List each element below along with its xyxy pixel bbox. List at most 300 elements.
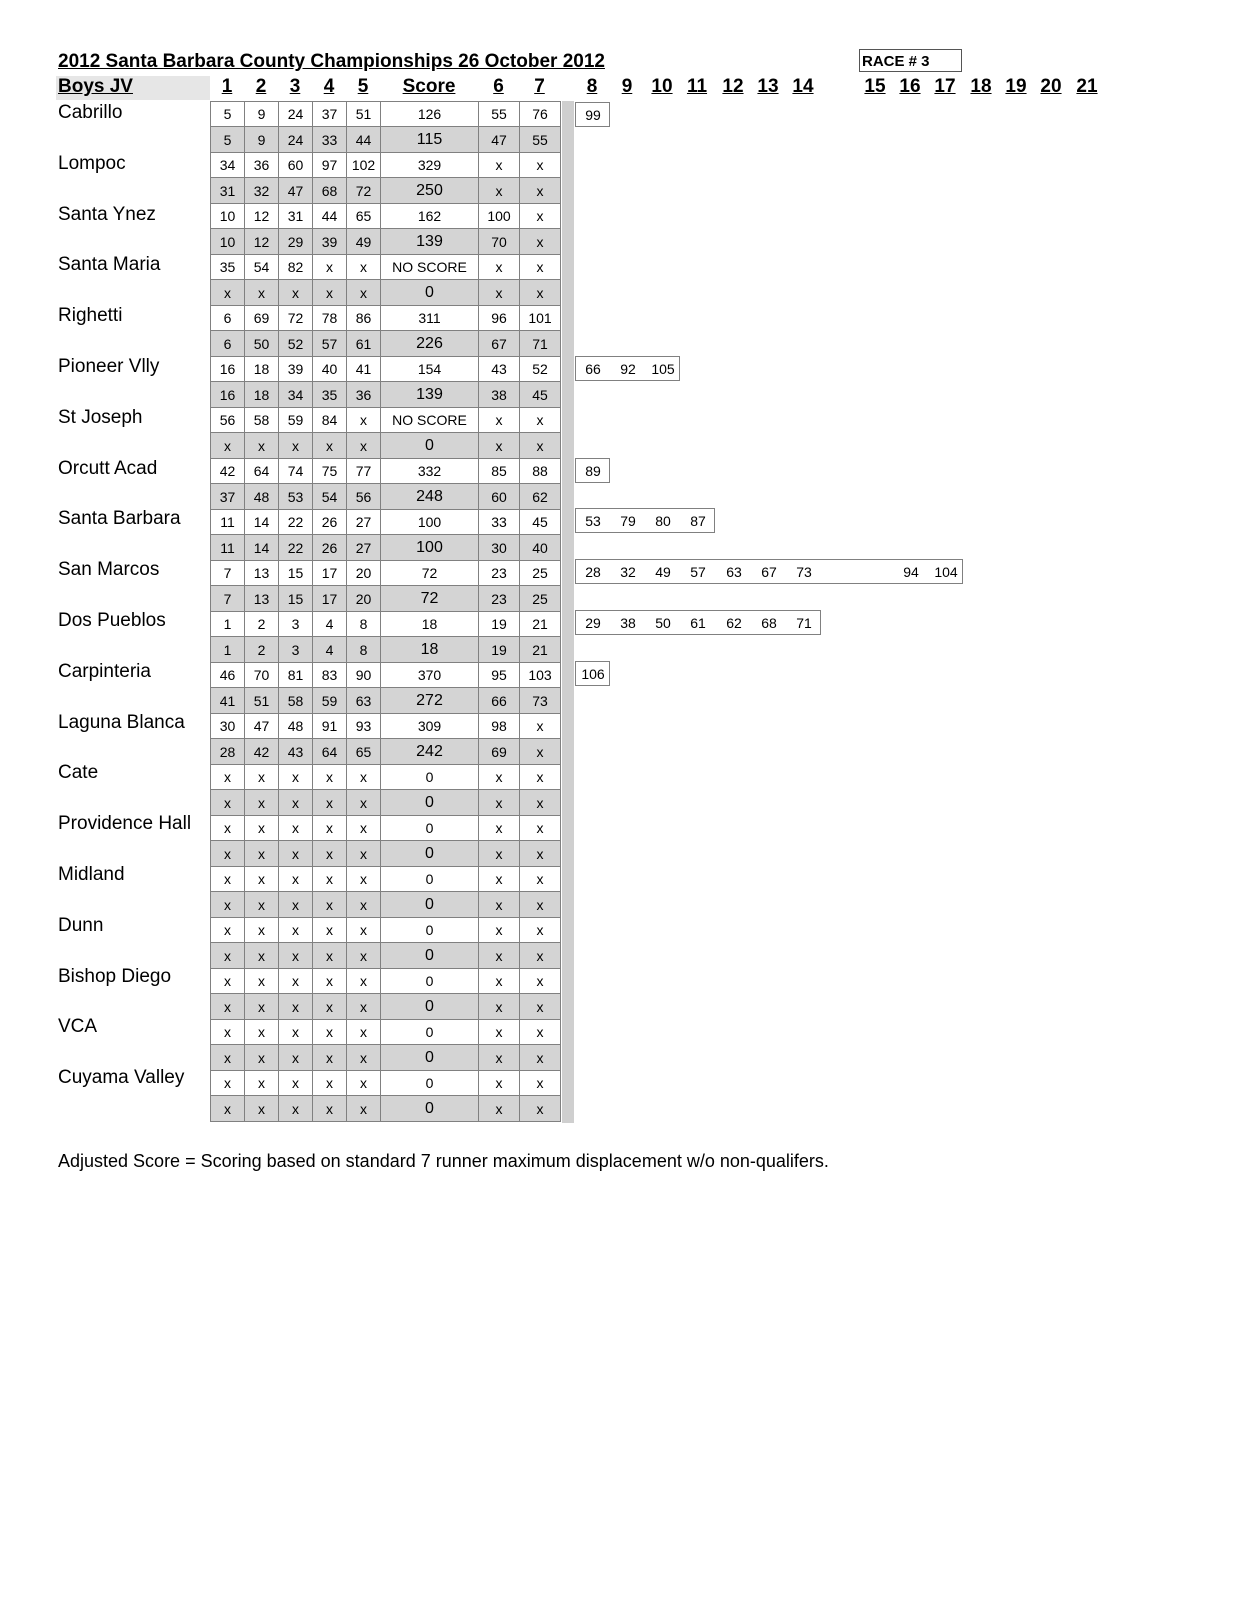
place-cell: 34: [211, 153, 245, 178]
place-cell: x: [479, 1071, 520, 1096]
place-cell: 25: [520, 561, 561, 586]
place-cell: 55: [520, 127, 561, 153]
team-name: Pioneer Vlly: [58, 356, 160, 377]
place-cell: x: [347, 408, 381, 433]
place-cell: 95: [479, 663, 520, 688]
place-cell: 52: [520, 357, 561, 382]
raw-score-cell: 309: [381, 714, 479, 739]
adjusted-score-cell: 242: [381, 739, 479, 765]
extra-places-box: [575, 458, 610, 483]
place-cell: x: [279, 790, 313, 816]
place-cell: x: [245, 943, 279, 969]
place-cell: 2: [245, 637, 279, 663]
team-name: St Joseph: [58, 406, 143, 428]
place-cell: 84: [313, 408, 347, 433]
adjusted-score-cell: 0: [381, 943, 479, 969]
extra-place: 89: [585, 462, 601, 479]
adjusted-score-cell: 272: [381, 688, 479, 714]
place-cell: 36: [245, 153, 279, 178]
team-raw-row: [211, 459, 561, 484]
place-cell: x: [347, 790, 381, 816]
place-cell: x: [279, 433, 313, 459]
place-cell: 33: [313, 127, 347, 153]
place-cell: 58: [245, 408, 279, 433]
column-header-runner-14: 14: [792, 76, 814, 97]
team-raw-row: [211, 306, 561, 331]
place-cell: 62: [520, 484, 561, 510]
raw-score-cell: 370: [381, 663, 479, 688]
place-cell: x: [211, 841, 245, 867]
place-cell: 3: [279, 637, 313, 663]
place-cell: x: [520, 1071, 561, 1096]
place-cell: 41: [211, 688, 245, 714]
place-cell: 100: [479, 204, 520, 229]
adjusted-score-cell: 115: [381, 127, 479, 153]
extra-place: 32: [620, 564, 636, 581]
column-header-runner-4: 4: [323, 76, 335, 97]
place-cell: 19: [479, 637, 520, 663]
column-header-runner-5: 5: [357, 76, 369, 97]
team-adjusted-row: [211, 178, 561, 204]
place-cell: x: [313, 1020, 347, 1045]
column-header-runner-12: 12: [722, 76, 744, 97]
place-cell: 22: [279, 535, 313, 561]
adjusted-score-cell: 0: [381, 841, 479, 867]
place-cell: x: [479, 943, 520, 969]
adjusted-score-cell: 248: [381, 484, 479, 510]
extra-place: 99: [585, 107, 601, 123]
place-cell: 40: [313, 357, 347, 382]
team-adjusted-row: [211, 484, 561, 510]
adjusted-score-cell: 0: [381, 1096, 479, 1122]
raw-score-cell: NO SCORE: [381, 408, 479, 433]
place-cell: x: [245, 765, 279, 790]
extra-place: 71: [796, 615, 812, 631]
place-cell: x: [479, 969, 520, 994]
place-cell: x: [479, 433, 520, 459]
team-adjusted-row: [211, 943, 561, 969]
place-cell: x: [479, 918, 520, 943]
place-cell: 54: [313, 484, 347, 510]
team-name: Providence Hall: [58, 813, 192, 835]
adjusted-score-cell: 100: [381, 535, 479, 561]
place-cell: x: [520, 867, 561, 892]
extra-place: 67: [761, 564, 777, 581]
place-cell: x: [479, 153, 520, 178]
place-cell: x: [245, 841, 279, 867]
place-cell: 39: [279, 357, 313, 382]
adjusted-score-cell: 0: [381, 994, 479, 1020]
adjusted-score-cell: 72: [381, 586, 479, 612]
place-cell: x: [347, 1071, 381, 1096]
place-cell: x: [520, 790, 561, 816]
place-cell: 69: [479, 739, 520, 765]
column-header-runner-19: 19: [1005, 76, 1027, 97]
place-cell: x: [479, 816, 520, 841]
raw-score-cell: 0: [381, 867, 479, 892]
place-cell: 47: [279, 178, 313, 204]
place-cell: 75: [313, 459, 347, 484]
place-cell: 20: [347, 586, 381, 612]
team-adjusted-row: [211, 535, 561, 561]
place-cell: x: [279, 943, 313, 969]
team-raw-row: [211, 765, 561, 790]
place-cell: 34: [279, 382, 313, 408]
place-cell: x: [520, 280, 561, 306]
place-cell: x: [313, 255, 347, 280]
place-cell: x: [313, 816, 347, 841]
place-cell: 59: [279, 408, 313, 433]
extra-place: 105: [651, 361, 675, 377]
place-cell: 7: [211, 561, 245, 586]
place-cell: x: [211, 1045, 245, 1071]
place-cell: x: [279, 918, 313, 943]
team-name: Dunn: [58, 914, 104, 936]
column-header-runner-17: 17: [934, 76, 956, 97]
place-cell: x: [520, 204, 561, 229]
place-cell: x: [347, 969, 381, 994]
column-header-runner-18: 18: [970, 76, 992, 97]
team-raw-row: [211, 918, 561, 943]
team-column-header: Boys JV: [56, 76, 210, 100]
extra-places-box: [575, 508, 715, 533]
extra-place: 61: [690, 615, 706, 631]
place-cell: x: [245, 994, 279, 1020]
place-cell: 15: [279, 586, 313, 612]
extra-place: 87: [690, 513, 706, 530]
raw-score-cell: 18: [381, 612, 479, 637]
place-cell: 50: [245, 331, 279, 357]
place-cell: x: [347, 765, 381, 790]
team-raw-row: [211, 969, 561, 994]
column-header-runner-16: 16: [899, 76, 921, 97]
place-cell: x: [211, 280, 245, 306]
place-cell: 44: [313, 204, 347, 229]
place-cell: 57: [313, 331, 347, 357]
place-cell: 70: [479, 229, 520, 255]
extra-place: 63: [726, 564, 742, 581]
place-cell: 13: [245, 586, 279, 612]
place-cell: 78: [313, 306, 347, 331]
place-cell: 15: [279, 561, 313, 586]
place-cell: 76: [520, 102, 561, 127]
place-cell: x: [313, 918, 347, 943]
place-cell: x: [520, 1045, 561, 1071]
place-cell: 70: [245, 663, 279, 688]
place-cell: x: [211, 969, 245, 994]
place-cell: 7: [211, 586, 245, 612]
place-cell: 47: [479, 127, 520, 153]
place-cell: 81: [279, 663, 313, 688]
place-cell: x: [479, 280, 520, 306]
place-cell: 30: [211, 714, 245, 739]
adjusted-score-cell: 0: [381, 892, 479, 918]
column-header-runner-9: 9: [621, 76, 633, 97]
place-cell: 43: [479, 357, 520, 382]
place-cell: 4: [313, 637, 347, 663]
extra-place: 28: [585, 564, 601, 581]
team-name: Santa Barbara: [58, 508, 181, 530]
team-adjusted-row: [211, 127, 561, 153]
place-cell: 38: [479, 382, 520, 408]
place-cell: 6: [211, 306, 245, 331]
place-cell: x: [347, 892, 381, 918]
place-cell: 59: [313, 688, 347, 714]
place-cell: x: [520, 816, 561, 841]
place-cell: x: [520, 969, 561, 994]
place-cell: 60: [479, 484, 520, 510]
place-cell: 73: [520, 688, 561, 714]
adjusted-score-cell: 0: [381, 1045, 479, 1071]
results-table: [210, 101, 561, 1122]
place-cell: 21: [520, 637, 561, 663]
place-cell: 56: [347, 484, 381, 510]
place-cell: x: [245, 1020, 279, 1045]
place-cell: 28: [211, 739, 245, 765]
place-cell: 39: [313, 229, 347, 255]
place-cell: 5: [211, 127, 245, 153]
place-cell: x: [479, 765, 520, 790]
team-adjusted-row: [211, 1096, 561, 1122]
team-raw-row: [211, 714, 561, 739]
place-cell: 9: [245, 127, 279, 153]
place-cell: 35: [313, 382, 347, 408]
place-cell: x: [279, 280, 313, 306]
place-cell: 51: [245, 688, 279, 714]
column-header-runner-13: 13: [757, 76, 779, 97]
place-cell: x: [313, 790, 347, 816]
place-cell: x: [279, 765, 313, 790]
extra-place: 29: [585, 615, 601, 631]
place-cell: x: [211, 892, 245, 918]
column-header-score: Score: [402, 76, 456, 97]
place-cell: x: [211, 994, 245, 1020]
place-cell: x: [211, 1020, 245, 1045]
place-cell: 37: [313, 102, 347, 127]
team-raw-row: [211, 612, 561, 637]
place-cell: 83: [313, 663, 347, 688]
place-cell: x: [347, 918, 381, 943]
team-adjusted-row: [211, 586, 561, 612]
extra-place: 68: [761, 615, 777, 631]
place-cell: 26: [313, 535, 347, 561]
team-raw-row: [211, 1071, 561, 1096]
raw-score-cell: 0: [381, 918, 479, 943]
place-cell: 72: [279, 306, 313, 331]
place-cell: x: [347, 280, 381, 306]
footnote: Adjusted Score = Scoring based on standard 7 runner maximum displacement w/o non-qualifers.: [58, 1151, 829, 1171]
place-cell: x: [347, 994, 381, 1020]
team-name: Righetti: [58, 305, 123, 327]
place-cell: x: [479, 892, 520, 918]
adjusted-score-cell: 139: [381, 229, 479, 255]
place-cell: x: [479, 994, 520, 1020]
place-cell: 55: [479, 102, 520, 127]
place-cell: x: [479, 790, 520, 816]
place-cell: x: [479, 867, 520, 892]
team-name: Laguna Blanca: [58, 711, 185, 733]
extra-place: 38: [620, 615, 636, 631]
place-cell: x: [279, 1071, 313, 1096]
place-cell: x: [347, 1096, 381, 1122]
team-adjusted-row: [211, 637, 561, 663]
place-cell: x: [347, 1045, 381, 1071]
adjusted-score-cell: 0: [381, 790, 479, 816]
extra-places-box: [575, 559, 963, 584]
place-cell: 8: [347, 637, 381, 663]
place-cell: x: [520, 1096, 561, 1122]
place-cell: x: [211, 918, 245, 943]
place-cell: x: [347, 1020, 381, 1045]
raw-score-cell: 126: [381, 102, 479, 127]
team-name: Lompoc: [58, 152, 126, 174]
team-adjusted-row: [211, 382, 561, 408]
team-name: Santa Ynez: [58, 203, 156, 225]
place-cell: x: [347, 943, 381, 969]
place-cell: x: [245, 816, 279, 841]
extra-place: 79: [620, 513, 636, 530]
place-cell: x: [520, 255, 561, 280]
place-cell: 74: [279, 459, 313, 484]
place-cell: 65: [347, 739, 381, 765]
place-cell: 11: [211, 510, 245, 535]
place-cell: 35: [211, 255, 245, 280]
extra-place: 73: [796, 564, 812, 581]
place-cell: 96: [479, 306, 520, 331]
team-name: Carpinteria: [58, 660, 151, 682]
place-cell: x: [245, 433, 279, 459]
place-cell: 10: [211, 229, 245, 255]
place-cell: 21: [520, 612, 561, 637]
raw-score-cell: 0: [381, 1020, 479, 1045]
place-cell: 23: [479, 586, 520, 612]
team-adjusted-row: [211, 229, 561, 255]
place-cell: x: [520, 153, 561, 178]
adjusted-score-cell: 0: [381, 280, 479, 306]
place-cell: 24: [279, 127, 313, 153]
team-adjusted-row: [211, 994, 561, 1020]
column-header-runner-3: 3: [289, 76, 301, 97]
place-cell: x: [279, 994, 313, 1020]
place-cell: 5: [211, 102, 245, 127]
place-cell: x: [313, 433, 347, 459]
team-name: Dos Pueblos: [58, 610, 166, 631]
place-cell: x: [479, 841, 520, 867]
place-cell: 77: [347, 459, 381, 484]
team-adjusted-row: [211, 790, 561, 816]
place-cell: x: [211, 867, 245, 892]
column-header-runner-2: 2: [255, 76, 267, 97]
place-cell: 65: [347, 204, 381, 229]
team-raw-row: [211, 1020, 561, 1045]
place-cell: x: [347, 867, 381, 892]
place-cell: 47: [245, 714, 279, 739]
place-cell: x: [313, 943, 347, 969]
place-cell: 13: [245, 561, 279, 586]
place-cell: 63: [347, 688, 381, 714]
raw-score-cell: 100: [381, 510, 479, 535]
raw-score-cell: 0: [381, 969, 479, 994]
place-cell: 85: [479, 459, 520, 484]
place-cell: 53: [279, 484, 313, 510]
place-cell: 14: [245, 510, 279, 535]
place-cell: 2: [245, 612, 279, 637]
place-cell: x: [313, 892, 347, 918]
place-cell: x: [211, 1071, 245, 1096]
column-header-runner-6: 6: [493, 76, 504, 97]
place-cell: 82: [279, 255, 313, 280]
place-cell: x: [245, 790, 279, 816]
place-cell: 12: [245, 229, 279, 255]
raw-score-cell: 0: [381, 1071, 479, 1096]
extra-place: 49: [655, 564, 671, 581]
place-cell: 10: [211, 204, 245, 229]
place-cell: 23: [479, 561, 520, 586]
team-adjusted-row: [211, 331, 561, 357]
table-side-bar: [562, 101, 574, 1123]
place-cell: x: [520, 178, 561, 204]
place-cell: 26: [313, 510, 347, 535]
place-cell: x: [520, 229, 561, 255]
place-cell: x: [211, 943, 245, 969]
team-name: Santa Maria: [58, 254, 161, 276]
extra-place: 50: [655, 615, 671, 631]
place-cell: 31: [211, 178, 245, 204]
raw-score-cell: 332: [381, 459, 479, 484]
place-cell: 12: [245, 204, 279, 229]
place-cell: 43: [279, 739, 313, 765]
place-cell: 18: [245, 357, 279, 382]
place-cell: 101: [520, 306, 561, 331]
place-cell: x: [313, 765, 347, 790]
place-cell: x: [245, 867, 279, 892]
place-cell: 52: [279, 331, 313, 357]
column-header-runner-7: 7: [534, 76, 545, 97]
raw-score-cell: 329: [381, 153, 479, 178]
place-cell: x: [479, 1096, 520, 1122]
place-cell: 51: [347, 102, 381, 127]
place-cell: x: [313, 1045, 347, 1071]
extra-place: 92: [620, 361, 636, 377]
column-header-runner-1: 1: [221, 76, 233, 97]
place-cell: 16: [211, 357, 245, 382]
team-adjusted-row: [211, 1045, 561, 1071]
place-cell: x: [313, 841, 347, 867]
place-cell: 17: [313, 586, 347, 612]
place-cell: 90: [347, 663, 381, 688]
place-cell: 41: [347, 357, 381, 382]
place-cell: 1: [211, 612, 245, 637]
place-cell: x: [313, 1071, 347, 1096]
place-cell: x: [479, 408, 520, 433]
place-cell: 17: [313, 561, 347, 586]
place-cell: 3: [279, 612, 313, 637]
place-cell: x: [520, 714, 561, 739]
place-cell: x: [211, 790, 245, 816]
place-cell: x: [245, 1071, 279, 1096]
place-cell: x: [279, 969, 313, 994]
place-cell: 68: [313, 178, 347, 204]
extra-places-box: [575, 102, 610, 127]
place-cell: 58: [279, 688, 313, 714]
team-raw-row: [211, 204, 561, 229]
extra-place: 80: [655, 513, 671, 530]
column-header-runner-11: 11: [686, 76, 708, 97]
extra-places-box: [575, 661, 610, 686]
place-cell: x: [520, 765, 561, 790]
team-raw-row: [211, 510, 561, 535]
place-cell: x: [245, 969, 279, 994]
